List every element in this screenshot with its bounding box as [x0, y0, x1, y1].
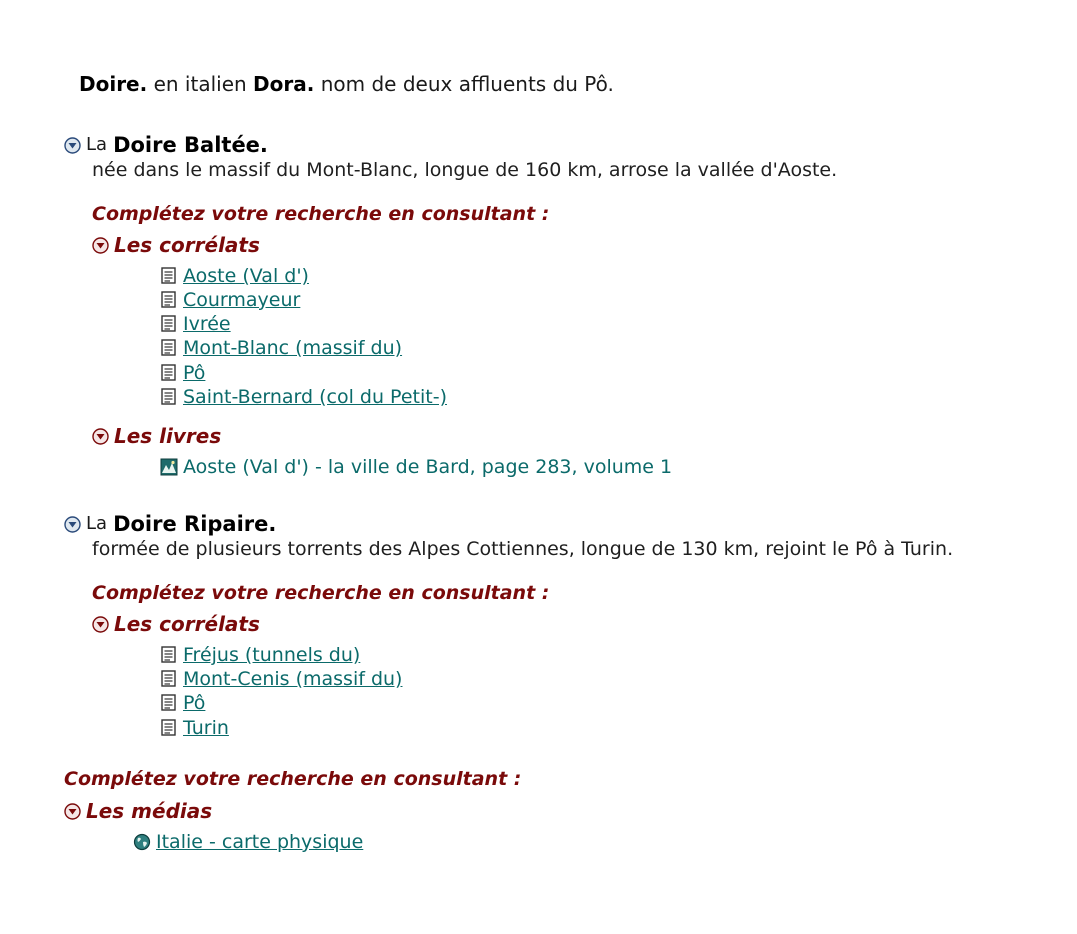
document-icon	[160, 364, 178, 382]
document-icon	[160, 670, 178, 688]
document-icon	[160, 267, 178, 285]
document-icon	[160, 315, 178, 333]
book-link[interactable]: Aoste (Val d') - la ville de Bard, page 283, volume 1	[183, 456, 673, 478]
correlat-link[interactable]: Courmayeur	[183, 289, 301, 311]
correlat-link[interactable]: Pô	[183, 692, 206, 714]
section-toggle-icon[interactable]	[92, 616, 109, 633]
completez-heading-footer: Complétez votre recherche en consultant :	[64, 768, 522, 790]
section-toggle-icon[interactable]	[92, 237, 109, 254]
intro-line	[79, 70, 614, 98]
document-icon	[160, 388, 178, 406]
correlat-link[interactable]: Ivrée	[183, 313, 231, 335]
list-item	[160, 667, 402, 691]
list-item	[160, 455, 672, 479]
entry-title: Doire Ripaire.	[113, 512, 277, 536]
list-item	[160, 336, 402, 360]
completez-heading: Complétez votre recherche en consultant :	[92, 582, 550, 604]
document-icon	[160, 339, 178, 357]
collapse-toggle-icon[interactable]	[64, 137, 81, 154]
entry-description: formée de plusieurs torrents des Alpes Cottiennes, longue de 130 km, rejoint le Pô à Turin.	[92, 538, 954, 560]
section-correlats	[92, 232, 260, 258]
correlat-link[interactable]: Turin	[183, 717, 229, 739]
list-item	[160, 264, 309, 288]
entry-prefix: La	[86, 134, 108, 155]
document-icon	[160, 646, 178, 664]
list-item	[160, 643, 360, 667]
intro-term: Doire.	[79, 72, 148, 96]
list-item	[133, 830, 363, 854]
correlat-link[interactable]: Saint-Bernard (col du Petit-)	[183, 386, 447, 408]
correlat-link[interactable]: Pô	[183, 362, 206, 384]
list-item	[160, 385, 447, 409]
correlat-link[interactable]: Aoste (Val d')	[183, 265, 309, 287]
correlat-link[interactable]: Mont-Cenis (massif du)	[183, 668, 403, 690]
list-item	[160, 312, 231, 336]
globe-icon	[133, 833, 151, 851]
entry-title: Doire Baltée.	[113, 133, 268, 157]
media-link[interactable]: Italie - carte physique	[156, 831, 364, 853]
section-label: Les livres	[114, 424, 222, 448]
correlat-link[interactable]: Fréjus (tunnels du)	[183, 644, 361, 666]
correlat-link[interactable]: Mont-Blanc (massif du)	[183, 337, 403, 359]
section-toggle-icon[interactable]	[64, 803, 81, 820]
section-label: Les corrélats	[114, 233, 260, 257]
list-item	[160, 361, 205, 385]
entry-description: née dans le massif du Mont-Blanc, longue de 160 km, arrose la vallée d'Aoste.	[92, 159, 838, 181]
list-item	[160, 691, 205, 715]
list-item	[160, 288, 300, 312]
intro-text-1: en italien	[147, 72, 254, 96]
intro-term-2: Dora.	[253, 72, 315, 96]
image-icon	[160, 458, 178, 476]
section-correlats	[92, 611, 260, 637]
section-label: Les médias	[86, 799, 213, 823]
section-toggle-icon[interactable]	[92, 428, 109, 445]
document-icon	[160, 291, 178, 309]
entry-prefix: La	[86, 513, 108, 534]
entry-heading-ripaire	[64, 511, 276, 537]
intro-text-2: nom de deux affluents du Pô.	[314, 72, 614, 96]
section-label: Les corrélats	[114, 612, 260, 636]
document-icon	[160, 719, 178, 737]
document-icon	[160, 694, 178, 712]
list-item	[160, 716, 229, 740]
section-livres	[92, 423, 221, 449]
completez-heading: Complétez votre recherche en consultant :	[92, 203, 550, 225]
section-medias	[64, 798, 212, 824]
collapse-toggle-icon[interactable]	[64, 516, 81, 533]
entry-heading-baltee	[64, 132, 268, 158]
